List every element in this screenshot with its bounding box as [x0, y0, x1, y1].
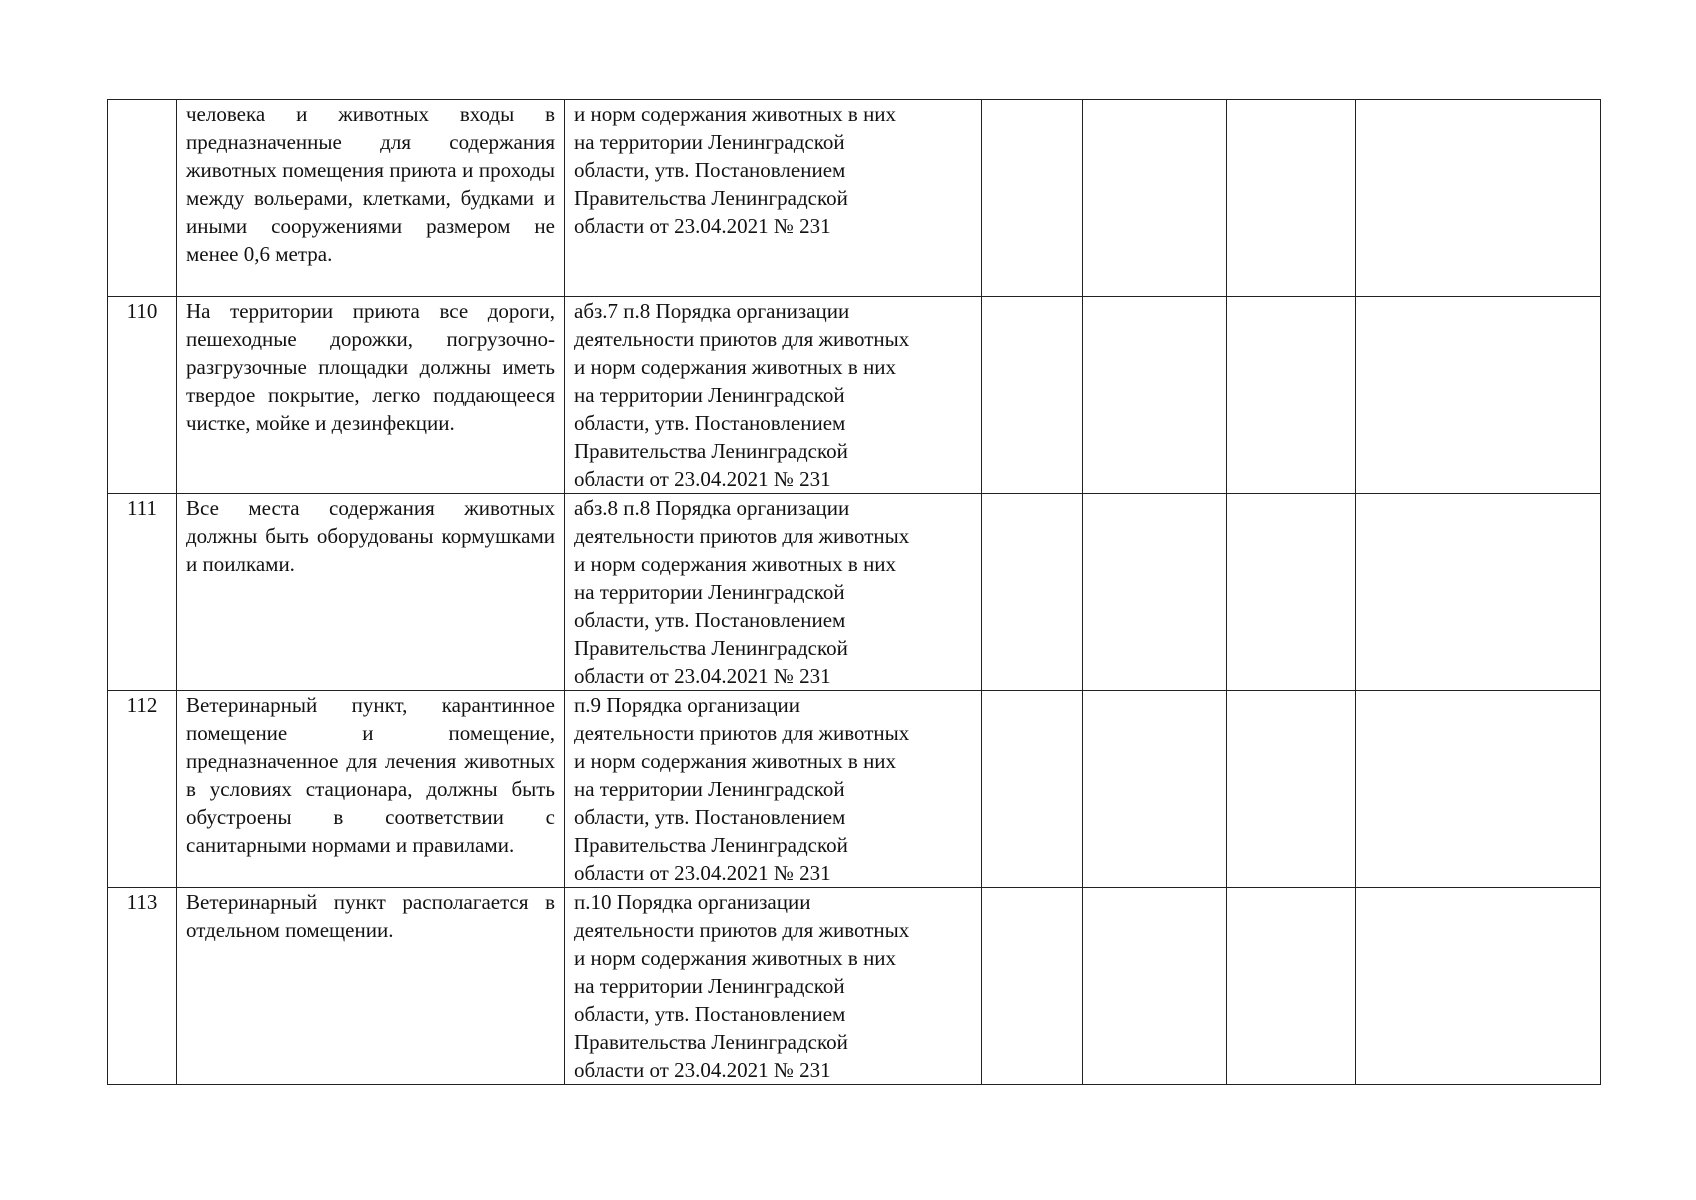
legal-reference: и норм содержания животных в них на территории Ленинградской области, утв. Постановлением Правительства Ленинградской области от 23.04.2021 № 231	[565, 100, 982, 297]
answer-na-cell[interactable]	[1227, 494, 1356, 691]
answer-no-cell[interactable]	[1083, 297, 1227, 494]
notes-cell[interactable]	[1356, 297, 1601, 494]
notes-cell[interactable]	[1356, 888, 1601, 1085]
answer-no-cell[interactable]	[1083, 494, 1227, 691]
notes-cell[interactable]	[1356, 691, 1601, 888]
answer-yes-cell[interactable]	[982, 297, 1083, 494]
requirement-text: Ветеринарный пункт располагается в отдельном помещении.	[177, 888, 565, 1085]
answer-no-cell[interactable]	[1083, 100, 1227, 297]
requirement-text: На территории приюта все дороги, пешеходные дорожки, погрузочно-разгрузочные площадки должны иметь твердое покрытие, легко поддающееся чистке, мойке и дезинфекции.	[177, 297, 565, 494]
legal-reference: п.10 Порядка организации деятельности приютов для животных и норм содержания животных в них на территории Ленинградской области, утв. Постановлением Правительства Ленинградской области от 23.04.2021 № 231	[565, 888, 982, 1085]
legal-reference: п.9 Порядка организации деятельности приютов для животных и норм содержания животных в них на территории Ленинградской области, утв. Постановлением Правительства Ленинградской области от 23.04.2021 № 231	[565, 691, 982, 888]
answer-yes-cell[interactable]	[982, 691, 1083, 888]
answer-yes-cell[interactable]	[982, 888, 1083, 1085]
answer-yes-cell[interactable]	[982, 494, 1083, 691]
row-number: 110	[108, 297, 177, 494]
checklist-table	[107, 99, 1601, 1085]
table-row	[108, 297, 1601, 494]
row-number	[108, 100, 177, 297]
notes-cell[interactable]	[1356, 494, 1601, 691]
answer-yes-cell[interactable]	[982, 100, 1083, 297]
legal-reference: абз.8 п.8 Порядка организации деятельности приютов для животных и норм содержания животных в них на территории Ленинградской области, утв. Постановлением Правительства Ленинградской области от 23.04.2021 № 231	[565, 494, 982, 691]
answer-no-cell[interactable]	[1083, 888, 1227, 1085]
answer-na-cell[interactable]	[1227, 297, 1356, 494]
table-row	[108, 691, 1601, 888]
answer-na-cell[interactable]	[1227, 888, 1356, 1085]
answer-no-cell[interactable]	[1083, 691, 1227, 888]
table-row	[108, 100, 1601, 297]
row-number: 113	[108, 888, 177, 1085]
table-row	[108, 494, 1601, 691]
answer-na-cell[interactable]	[1227, 100, 1356, 297]
row-number: 112	[108, 691, 177, 888]
requirement-text: Ветеринарный пункт, карантинное помещение и помещение, предназначенное для лечения животных в условиях стационара, должны быть обустроены в соответствии с санитарными нормами и правилами.	[177, 691, 565, 888]
row-number: 111	[108, 494, 177, 691]
requirement-text: Все места содержания животных должны быть оборудованы кормушками и поилками.	[177, 494, 565, 691]
notes-cell[interactable]	[1356, 100, 1601, 297]
legal-reference: абз.7 п.8 Порядка организации деятельности приютов для животных и норм содержания животных в них на территории Ленинградской области, утв. Постановлением Правительства Ленинградской области от 23.04.2021 № 231	[565, 297, 982, 494]
answer-na-cell[interactable]	[1227, 691, 1356, 888]
requirement-text: человека и животных входы в предназначенные для содержания животных помещения приюта и проходы между вольерами, клетками, будками и иными сооружениями размером не менее 0,6 метра.	[177, 100, 565, 297]
table-row	[108, 888, 1601, 1085]
